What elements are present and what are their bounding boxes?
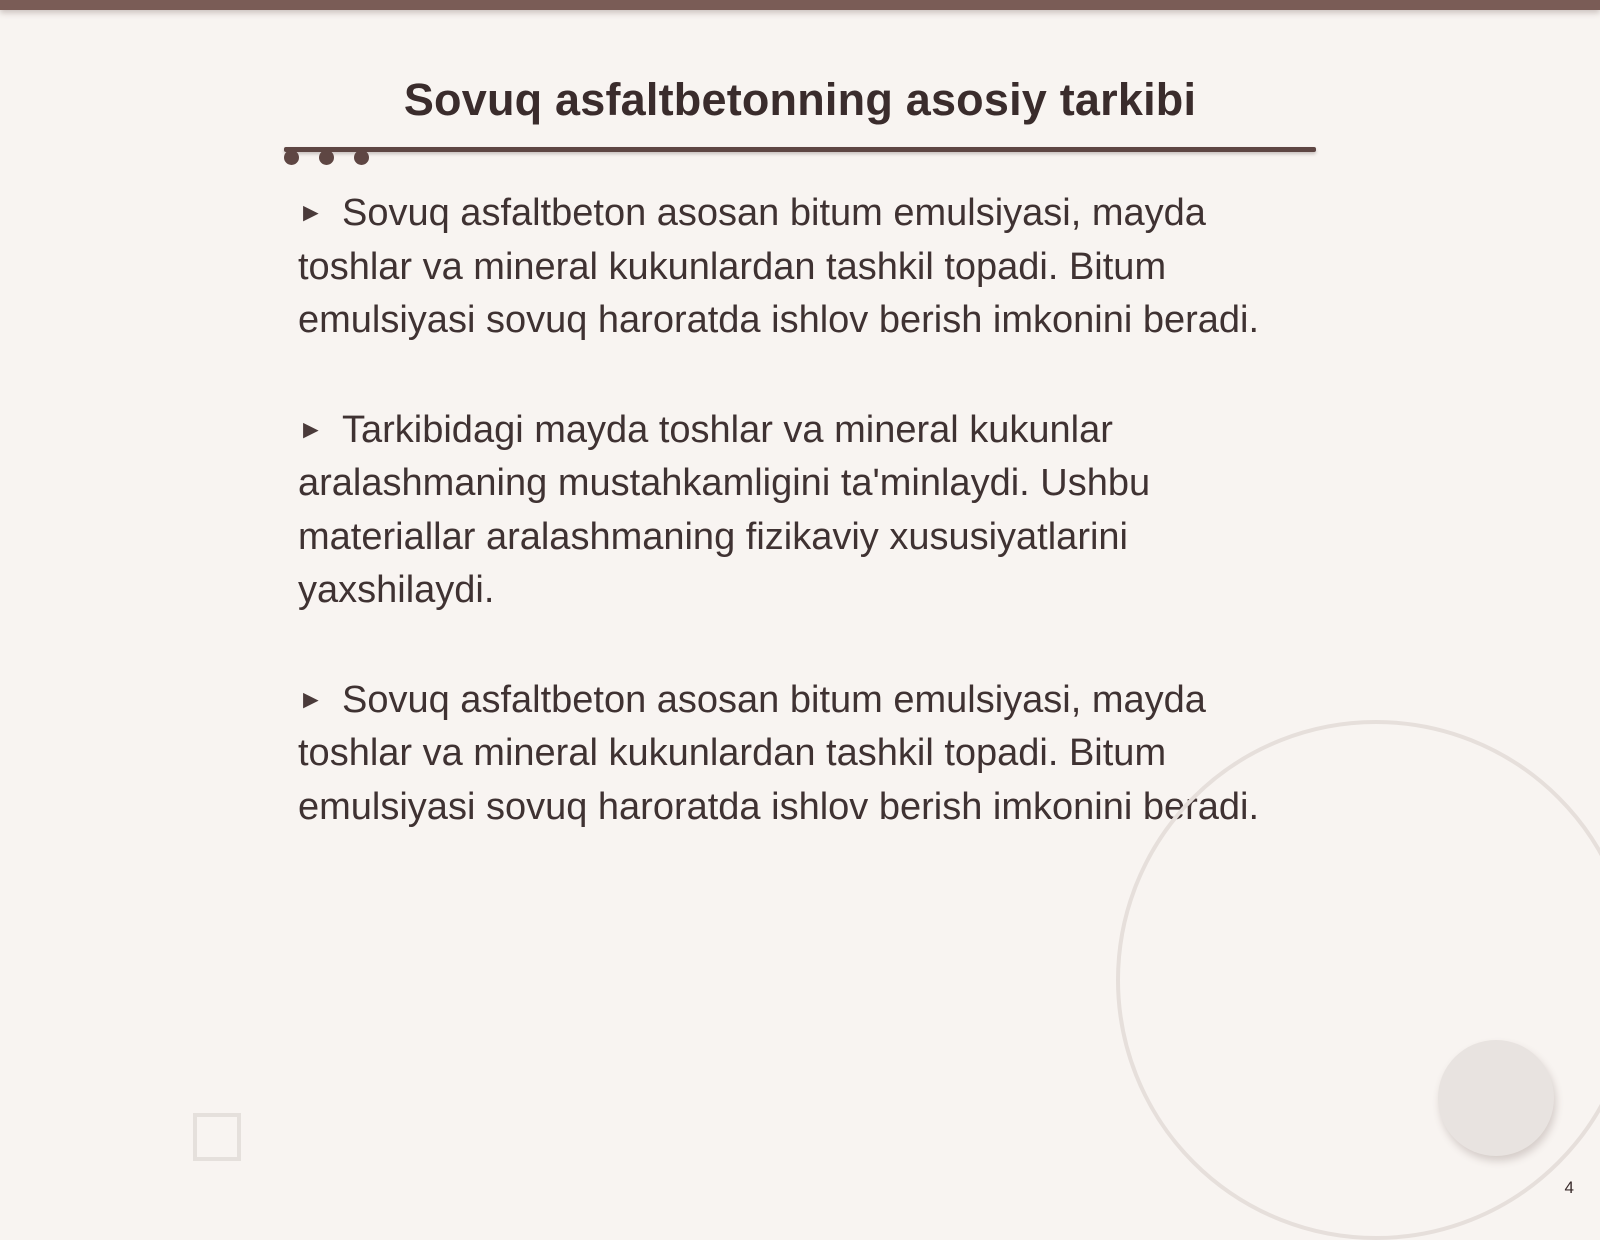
bullet-list xyxy=(298,186,1298,889)
bullet-item xyxy=(298,186,1298,348)
bullet-text: Tarkibidagi mayda toshlar va mineral kukunlar aralashmaning mustahkamligini ta'minlaydi. Ushbu materiallar aralashmaning fizikaviy xususiyatlarini yaxshilaydi. xyxy=(298,408,1151,611)
page-number: 4 xyxy=(1564,1178,1574,1197)
decorative-square xyxy=(193,1113,241,1161)
slide-title: Sovuq asfaltbetonning asosiy tarkibi xyxy=(403,74,1197,125)
triangle-bullet-icon: ► xyxy=(298,683,324,714)
triangle-bullet-icon: ► xyxy=(298,197,324,227)
top-accent-bar xyxy=(0,0,1600,10)
underline-dot xyxy=(354,150,369,165)
bullet-text: Sovuq asfaltbeton asosan bitum emulsiyasi, mayda toshlar va mineral kukunlardan tashkil topadi. Bitum emulsiyasi sovuq haroratda ishlov berish imkonini beradi. xyxy=(298,192,1260,341)
triangle-bullet-icon: ► xyxy=(298,413,324,444)
underline-dot xyxy=(284,150,299,165)
decorative-circle xyxy=(1438,1040,1554,1156)
underline-dot xyxy=(319,150,334,165)
bullet-item xyxy=(298,403,1298,618)
title-underline xyxy=(284,147,1316,152)
decorative-ring xyxy=(1116,720,1600,1240)
bullet-item xyxy=(298,673,1298,835)
bullet-text: Sovuq asfaltbeton asosan bitum emulsiyasi, mayda toshlar va mineral kukunlardan tashkil topadi. Bitum emulsiyasi sovuq haroratda ishlov berish imkonini beradi. xyxy=(298,678,1260,828)
